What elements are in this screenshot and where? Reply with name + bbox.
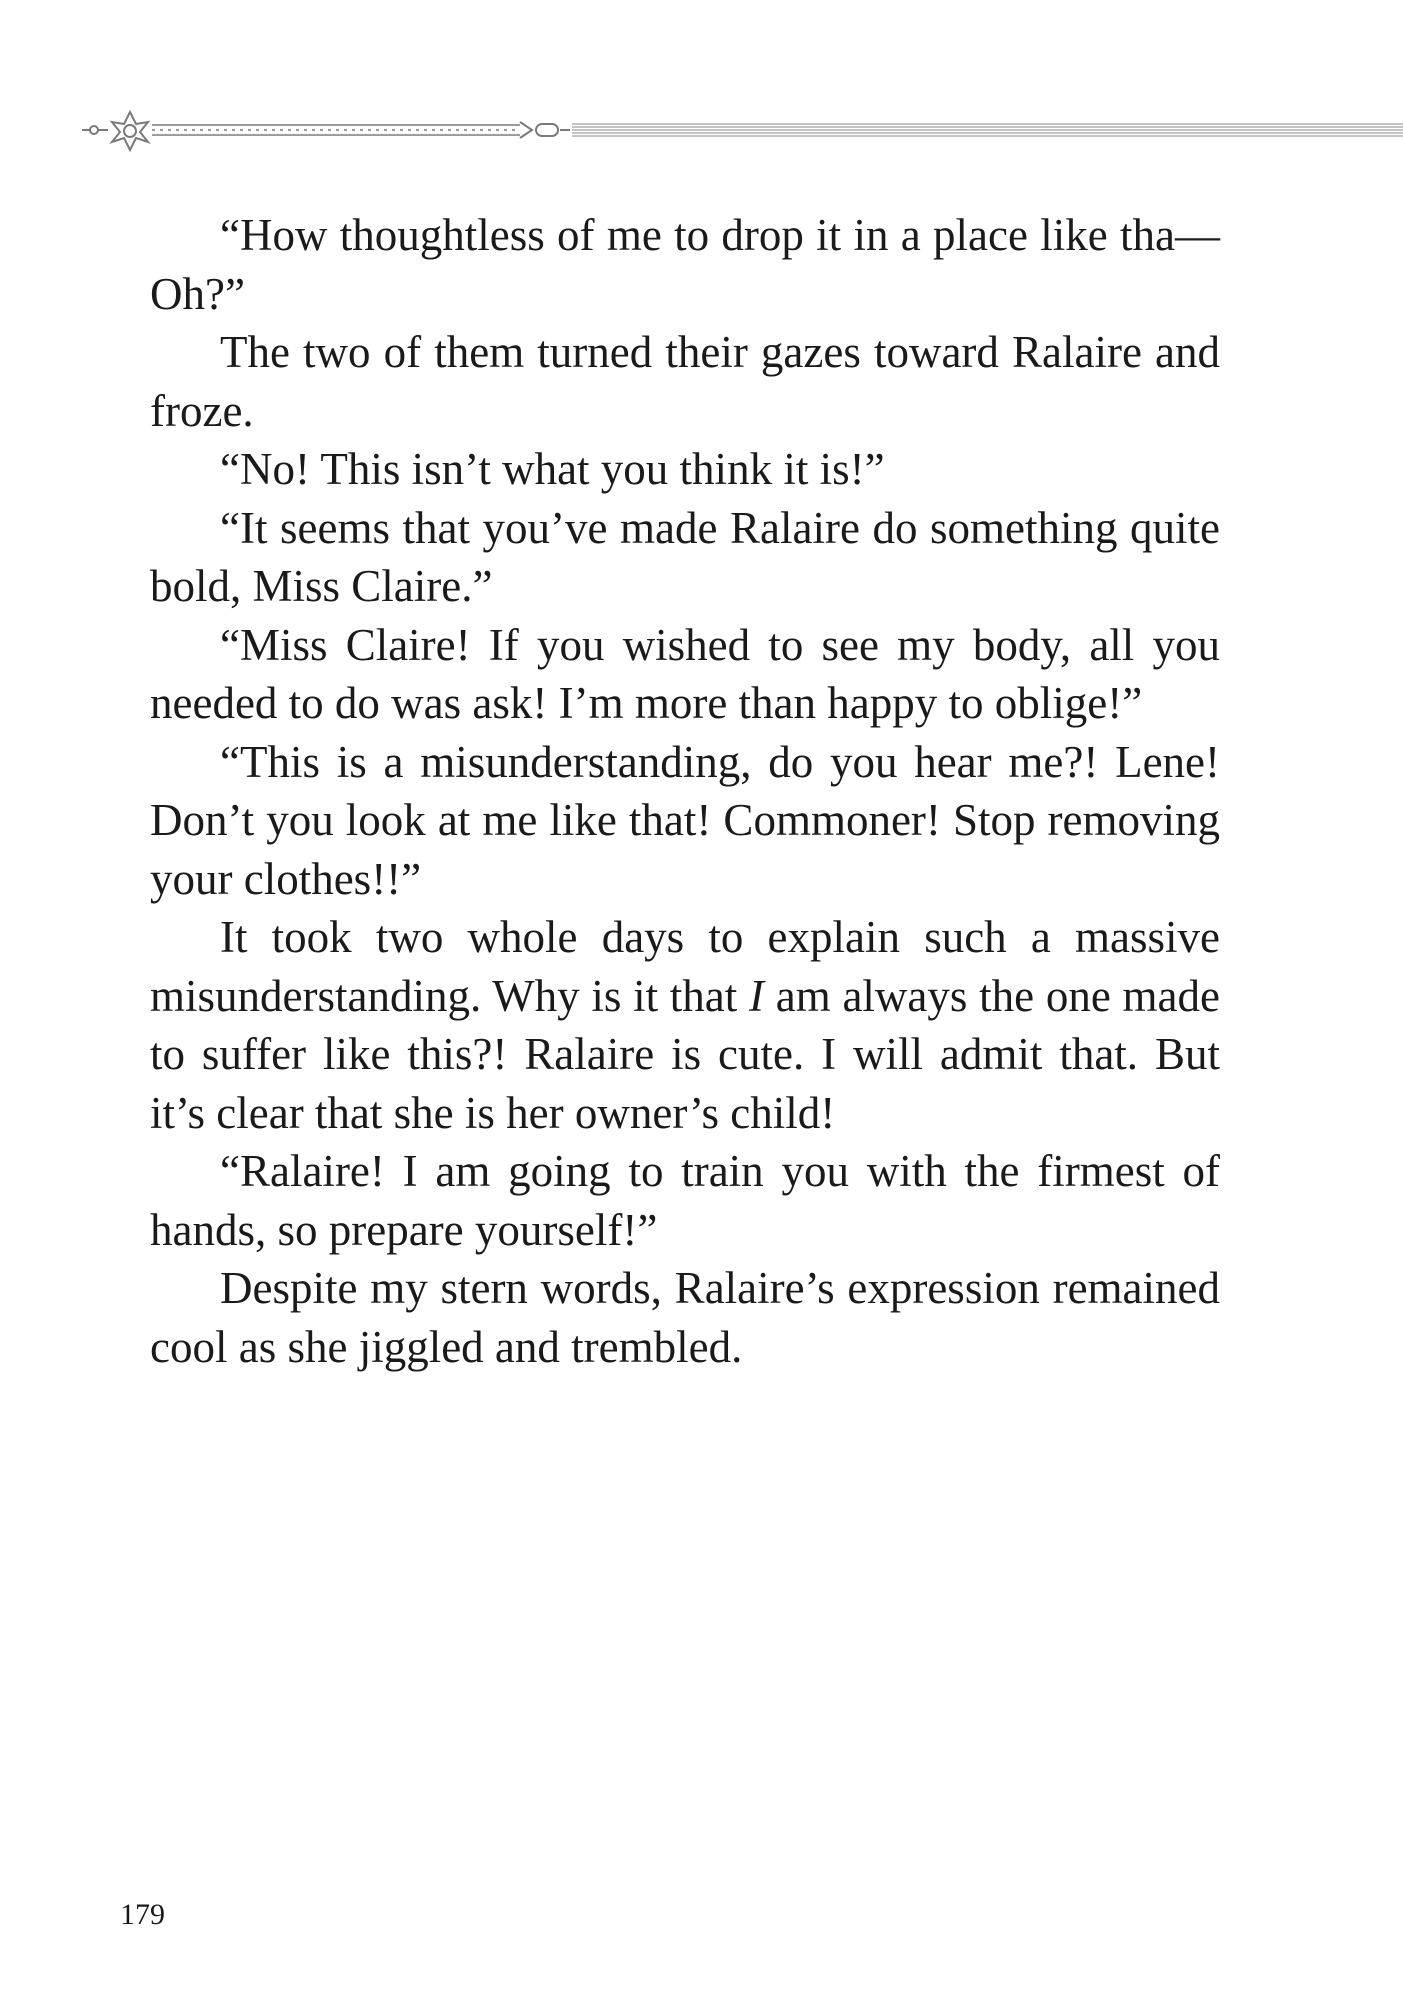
paragraph: “How thoughtless of me to drop it in a place like tha—Oh?” xyxy=(150,210,1220,319)
clasp-ornament-icon xyxy=(520,122,570,138)
paragraph xyxy=(150,908,1220,1142)
dotted-band xyxy=(152,125,520,135)
paragraph: “No! This isn’t what you think it is!” xyxy=(220,444,885,494)
paragraph: “It seems that you’ve made Ralaire do something quite bold, Miss Claire.” xyxy=(150,502,1220,611)
paragraph: The two of them turned their gazes toward Ralaire and froze. xyxy=(150,327,1220,436)
hatched-band xyxy=(572,124,1403,136)
paragraph-text: It took two whole days to explain such a massive misunderstanding. Why is it that xyxy=(150,912,1220,1021)
page-number: 179 xyxy=(120,1898,165,1931)
paragraph-text: am always the one made to suffer like this?! Ralaire is cute. I will admit that. But it’s clear that she is her owner’s child! xyxy=(150,970,1220,1138)
paragraph: “Miss Claire! If you wished to see my body, all you needed to do was ask! I’m more than happy to oblige!” xyxy=(150,619,1220,728)
emphasis-text: I xyxy=(749,970,765,1021)
body-text xyxy=(150,206,1220,1376)
flower-ornament-icon xyxy=(82,112,148,150)
paragraph: “Ralaire! I am going to train you with the firmest of hands, so prepare yourself!” xyxy=(150,1146,1220,1255)
paragraph: “This is a misunderstanding, do you hear me?! Lene! Don’t you look at me like that! Commoner! Stop removing your clothes!!” xyxy=(150,736,1220,904)
paragraph: Despite my stern words, Ralaire’s expression remained cool as she jiggled and trembled. xyxy=(150,1263,1220,1372)
chapter-ornament-divider xyxy=(80,100,1403,160)
